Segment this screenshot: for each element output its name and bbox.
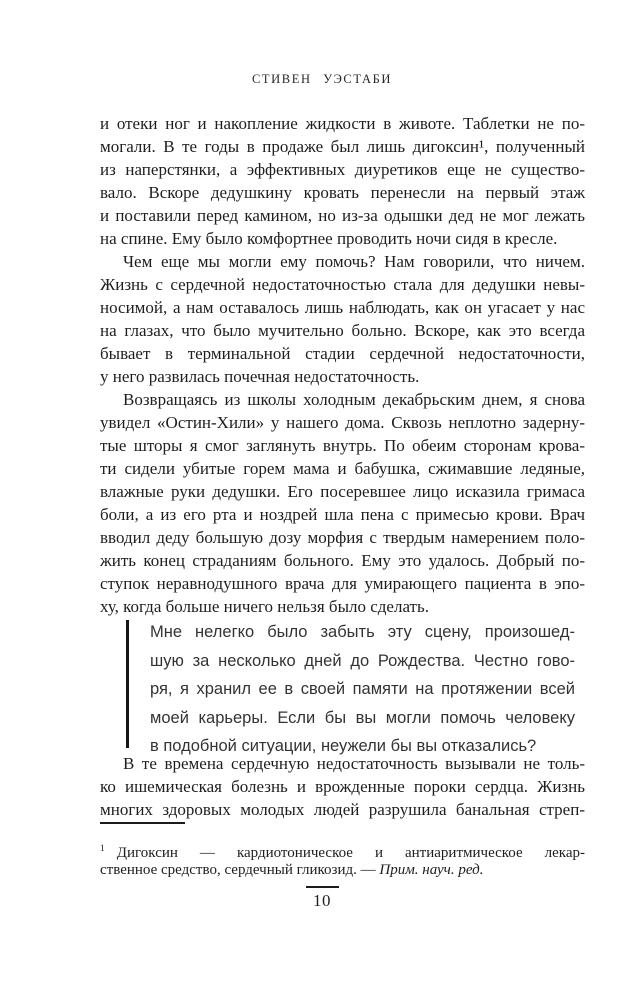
- quote-line: Мне нелегко было забыть эту сцену, произошед-: [150, 623, 575, 641]
- text-line: носимой, а нам оставалось лишь наблюдать, как он угасает у нас: [100, 298, 585, 317]
- footnote-source-italic: Прим. науч. ред.: [379, 861, 484, 878]
- page-number-block: [0, 886, 644, 911]
- quote-line: ря, я хранил ее в своей памяти на протяжении всей: [150, 680, 575, 698]
- text-line: жить конец страданиям больного. Ему это удалось. Добрый по-: [100, 551, 585, 570]
- text-line: на глазах, что было мучительно больно. Вскоре, как это всегда: [100, 321, 585, 340]
- quote-line: моей карьеры. Если бы вы могли помочь человеку: [150, 708, 575, 727]
- footnote: [100, 839, 585, 880]
- paragraph-4: [100, 752, 585, 821]
- text-line: бывает в терминальной стадии сердечной недостаточности,: [100, 344, 585, 363]
- footnote-separator-rule: [100, 822, 185, 824]
- footnote-marker: 1: [100, 844, 105, 854]
- text-line: могали. В те годы в продаже был лишь дигоксин¹, полученный: [100, 137, 585, 156]
- text-line: вводил деду большую дозу морфия с твердым намерением поло-: [100, 528, 585, 547]
- text-line: ко ишемическая болезнь и врожденные пороки сердца. Жизнь: [100, 777, 585, 796]
- text-line: Жизнь с сердечной недостаточностью стала для дедушки невы-: [100, 275, 585, 294]
- quote-line: в подобной ситуации, неужели бы вы отказались?: [150, 737, 537, 755]
- text-line: у него развилась почечная недостаточность.: [100, 367, 420, 386]
- footnote-text: ственное средство, сердечный гликозид. —: [100, 861, 380, 878]
- text-line: тые шторы я смог заглянуть внутрь. По обеим сторонам крова-: [100, 436, 585, 455]
- quote-vertical-bar: [126, 620, 129, 748]
- text-line: ху, когда больше ничего нельзя было сделать.: [100, 597, 429, 616]
- pull-quote: [150, 618, 575, 761]
- text-line: В те времена сердечную недостаточность вызывали не толь-: [123, 754, 585, 773]
- text-line: и поставили перед камином, но из-за одышки дед не мог лежать: [100, 206, 585, 225]
- text-line: многих здоровых молодых людей разрушила банальная стреп-: [100, 800, 585, 819]
- footnote-text: Дигоксин — кардиотоническое и антиаритмическое лекар-: [116, 845, 585, 861]
- text-line: на спине. Ему было комфортнее проводить ночи сидя в кресле.: [100, 229, 558, 248]
- paragraph-2: [100, 250, 585, 388]
- text-line: боли, а из его рта и ноздрей шла пена с примесью крови. Врач: [100, 505, 585, 524]
- quote-line: шую за несколько дней до Рождества. Честно гово-: [150, 651, 575, 670]
- text-line: ти сидели убитые горем мама и бабушка, сжимавшие ледяные,: [100, 459, 585, 478]
- main-text-block: [100, 112, 585, 618]
- paragraph-1: [100, 112, 585, 250]
- text-line: ступок неравнодушного врача для умирающего пациента в эпо-: [100, 574, 585, 593]
- running-head: СТИВЕН УЭСТАБИ: [251, 72, 393, 86]
- page-number: 10: [313, 891, 331, 910]
- text-line: и отеки ног и накопление жидкости в животе. Таблетки не по-: [100, 114, 585, 133]
- text-line: увидел «Остин-Хили» у нашего дома. Сквозь неплотно задерну-: [100, 413, 585, 432]
- text-line: вало. Вскоре дедушкину кровать перенесли на первый этаж: [100, 183, 585, 202]
- paragraph-3: [100, 388, 585, 618]
- footnote-line: [100, 860, 585, 881]
- text-line: Возвращаясь из школы холодным декабрьским днем, я снова: [123, 390, 585, 409]
- text-line: из наперстянки, а эффективных диуретиков еще не существо-: [100, 160, 585, 179]
- page-number-rule: [306, 886, 339, 888]
- text-line: влажные руки дедушки. Его посеревшее лицо исказила гримаса: [100, 482, 585, 501]
- text-line: Чем еще мы могли ему помочь? Нам говорили, что ничем.: [123, 252, 585, 271]
- footnote-line: [100, 839, 585, 860]
